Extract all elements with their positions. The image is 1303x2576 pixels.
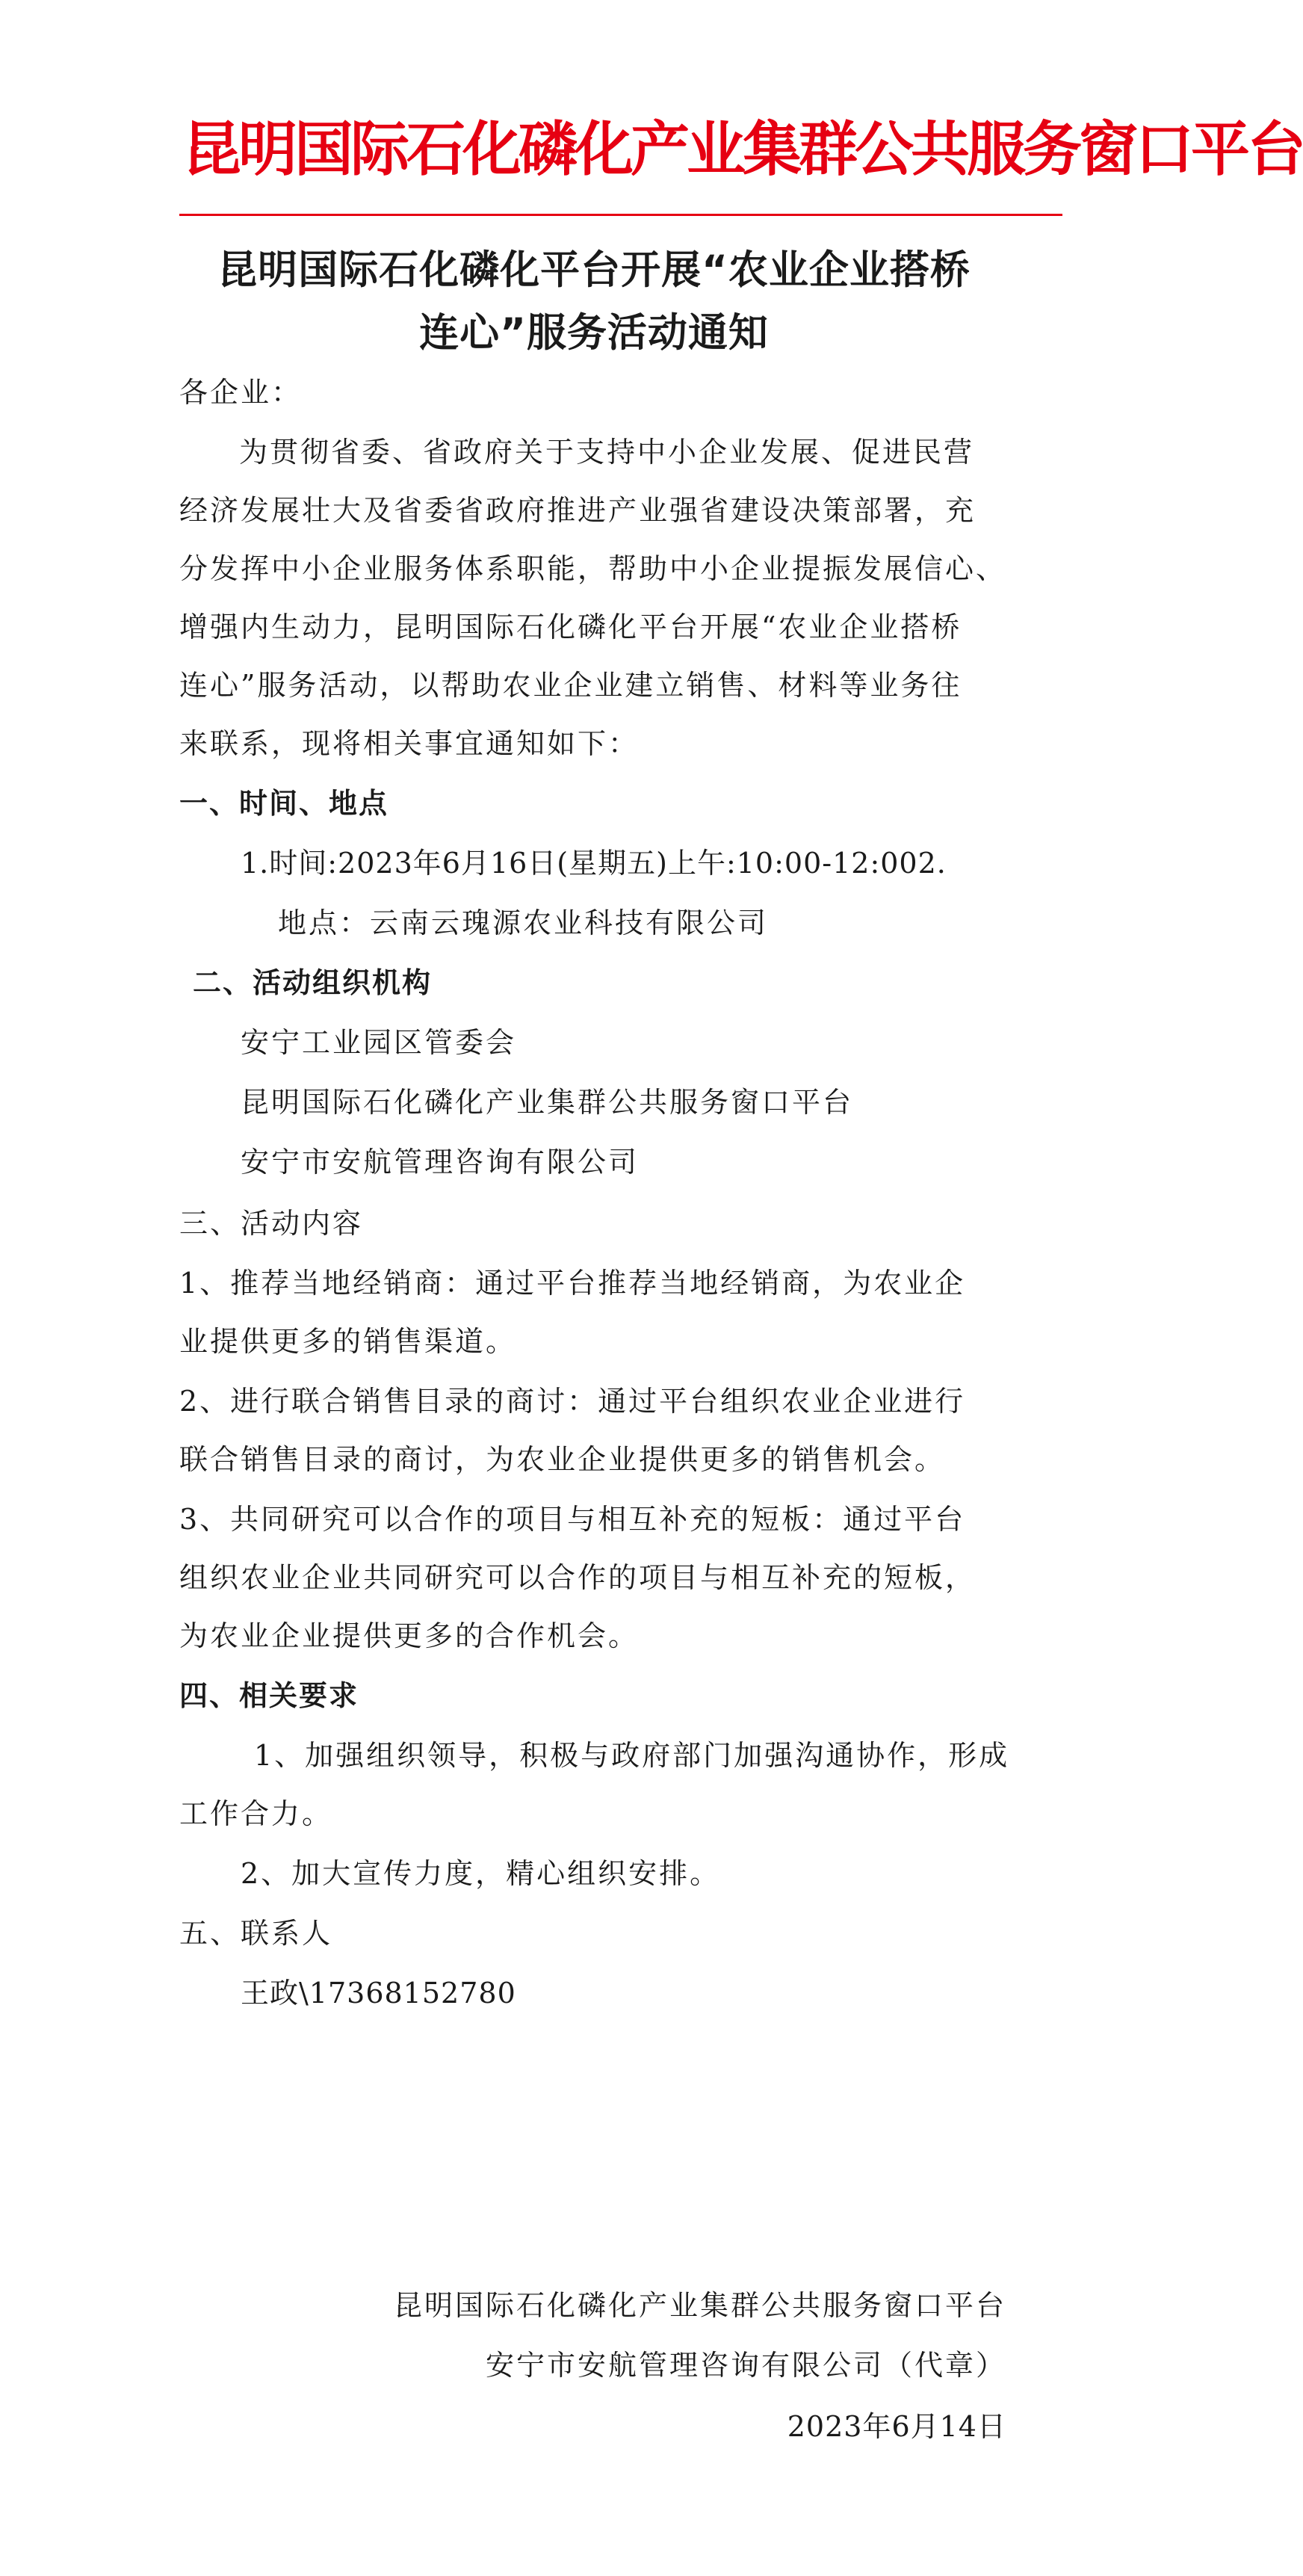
intro-line: 经济发展壮大及省委省政府推进产业强省建设决策部署，充	[179, 494, 977, 527]
contact-person: 王政\17368152780	[241, 1977, 516, 2010]
content-item-line: 联合销售目录的商讨，为农业企业提供更多的销售机会。	[179, 1443, 946, 1476]
signature-date: 2023年6月14日	[787, 2410, 1006, 2443]
intro-line: 分发挥中小企业服务体系职能，帮助中小企业提振发展信心、	[179, 552, 1007, 585]
signature-org-1: 昆明国际石化磷化产业集群公共服务窗口平台	[393, 2289, 1006, 2322]
notice-title-line-1: 昆明国际石化磷化平台开展“农业企业搭桥	[217, 247, 971, 293]
notice-title-line-2: 连心”服务活动通知	[419, 310, 769, 356]
requirement-line: 1、加强组织领导，积极与政府部门加强沟通协作，形成	[254, 1739, 1010, 1772]
event-place: 地点：云南云瑰源农业科技有限公司	[278, 906, 769, 939]
organizer-item: 昆明国际石化磷化产业集群公共服务窗口平台	[241, 1086, 854, 1119]
content-item-line: 2、进行联合销售目录的商讨：通过平台组织农业企业进行	[179, 1385, 966, 1418]
salutation: 各企业：	[179, 376, 303, 409]
content-item-line: 组织农业企业共同研究可以合作的项目与相互补充的短板，	[179, 1561, 977, 1594]
content-item-line: 为农业企业提供更多的合作机会。	[179, 1619, 640, 1652]
content-item-line: 3、共同研究可以合作的项目与相互补充的短板：通过平台	[179, 1503, 966, 1536]
header-divider	[179, 214, 1062, 216]
section-heading-time-place: 一、时间、地点	[179, 787, 389, 820]
org-header-title: 昆明国际石化磷化产业集群公共服务窗口平台	[182, 115, 1303, 184]
event-time: 1.时间:2023年6月16日(星期五)上午:10:00-12:002.	[241, 847, 947, 880]
intro-line: 为贯彻省委、省政府关于支持中小企业发展、促进民营	[239, 436, 975, 469]
section-heading-organizers: 二、活动组织机构	[193, 966, 433, 999]
signature-org-2: 安宁市安航管理咨询有限公司（代章）	[485, 2349, 1006, 2382]
intro-line: 增强内生动力，昆明国际石化磷化平台开展“农业企业搭桥	[179, 611, 962, 643]
requirement-line: 工作合力。	[179, 1797, 333, 1830]
requirement-line: 2、加大宣传力度，精心组织安排。	[241, 1857, 721, 1890]
content-item-line: 业提供更多的销售渠道。	[179, 1325, 517, 1358]
section-heading-content: 三、活动内容	[179, 1207, 364, 1240]
intro-line: 连心”服务活动，以帮助农业企业建立销售、材料等业务往	[179, 669, 962, 702]
intro-line: 来联系，现将相关事宜通知如下：	[179, 727, 640, 760]
organizer-item: 安宁市安航管理咨询有限公司	[241, 1146, 640, 1179]
section-heading-contact: 五、联系人	[179, 1917, 333, 1950]
section-heading-requirements: 四、相关要求	[179, 1679, 359, 1712]
organizer-item: 安宁工业园区管委会	[241, 1026, 517, 1059]
content-item-line: 1、推荐当地经销商：通过平台推荐当地经销商，为农业企	[179, 1267, 966, 1300]
